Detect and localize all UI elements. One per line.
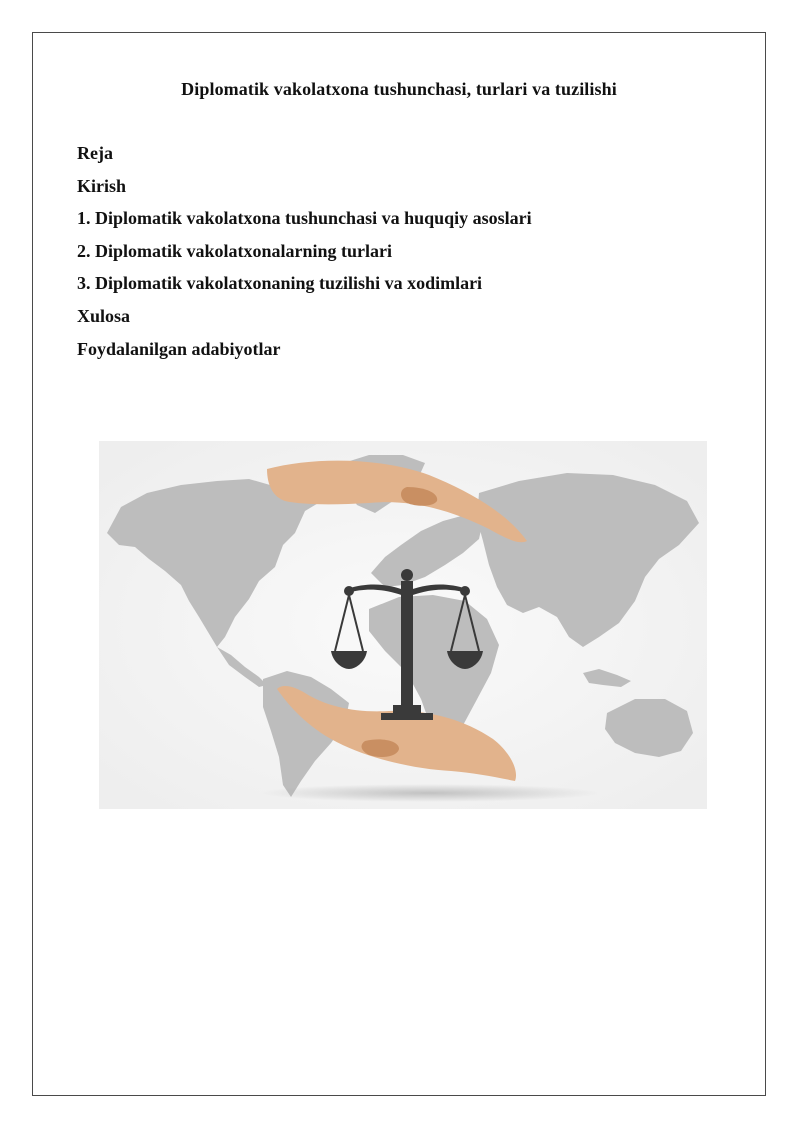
document-title: Diplomatik vakolatxona tushunchasi, turlari va tuzilishi xyxy=(181,79,617,99)
illustration-svg xyxy=(99,441,707,809)
outline-item-xulosa: Xulosa xyxy=(77,305,131,326)
outline-list xyxy=(77,141,532,369)
world-justice-illustration xyxy=(99,441,707,809)
scales-left-pivot xyxy=(344,586,354,596)
outline-item-reja: Reja xyxy=(77,143,113,163)
floor-shadow xyxy=(259,784,599,802)
outline-item-adabiyotlar: Foydalanilgan adabiyotlar xyxy=(77,338,281,359)
scales-base-upper xyxy=(393,705,421,713)
outline-item-section-3: 3. Diplomatik vakolatxonaning tuzilishi va xodimlari xyxy=(77,273,483,294)
outline-item-section-1: 1. Diplomatik vakolatxona tushunchasi va huquqiy asoslari xyxy=(77,208,532,229)
outline-item-kirish: Kirish xyxy=(77,175,127,196)
scales-pillar xyxy=(401,581,413,711)
outline-item-section-2: 2. Diplomatik vakolatxonalarning turlari xyxy=(77,240,393,261)
scales-right-pivot xyxy=(460,586,470,596)
document-page xyxy=(32,32,766,1096)
scales-top-knob xyxy=(401,569,413,581)
scales-base-lower xyxy=(381,713,433,720)
